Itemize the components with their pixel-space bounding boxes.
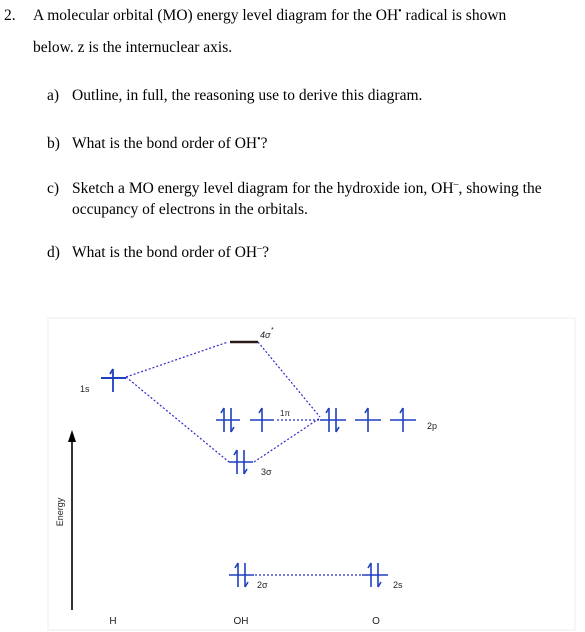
mo-1pi-levels (216, 408, 274, 432)
part-c-line2: occupancy of electrons in the orbitals. (72, 201, 308, 218)
part-b-main: What is the bond order of OH (72, 135, 258, 152)
part-c-label: c) (47, 180, 60, 197)
mo-3sigma-label: 3σ (261, 467, 272, 477)
h1s-to-3sigma-line (126, 377, 229, 462)
part-a-text: Outline, in full, the reasoning use to derive this diagram. (72, 87, 423, 104)
part-d-main: What is the bond order of OH (72, 244, 258, 261)
energy-axis-label: Energy (55, 497, 65, 527)
o-2p-label: 2p (427, 421, 438, 431)
part-d-label: d) (47, 244, 60, 261)
column-label-o: O (372, 616, 380, 627)
3sigma-to-2p-line (254, 418, 320, 462)
part-c-superscript: – (453, 179, 459, 190)
mo-1pi-label: 1π (280, 409, 290, 418)
question-intro-text: A molecular orbital (MO) energy level diagram for the OH (33, 7, 399, 24)
o-2s-level-group (362, 563, 388, 587)
part-c-end: , showing the (458, 180, 542, 197)
mo-4sigma-label: 4σ (260, 330, 271, 340)
mo-2sigma-level-group (229, 563, 254, 587)
h1s-to-4sigma-line (126, 342, 228, 377)
diagram-frame (48, 318, 575, 630)
mo-3sigma-level-group (229, 450, 253, 474)
part-b-label: b) (47, 135, 60, 152)
h-1s-label: 1s (80, 384, 90, 394)
part-d-end: ? (262, 244, 269, 261)
part-d-superscript: – (257, 243, 263, 254)
column-label-h: H (109, 616, 117, 627)
energy-axis-arrowhead (68, 430, 76, 442)
part-c-main: Sketch a MO energy level diagram for the hydroxide ion, OH (72, 180, 454, 197)
o-2s-label: 2s (393, 580, 403, 590)
mo-2sigma-label: 2σ (257, 580, 268, 590)
question-number: 2. (4, 7, 16, 24)
question-intro-end: radical is shown (405, 7, 507, 24)
o-2p-levels (320, 408, 416, 432)
radical-superscript: • (398, 6, 402, 17)
4sigma-to-2p-line (258, 342, 320, 417)
column-label-oh: OH (233, 616, 249, 627)
part-a-label: a) (47, 87, 60, 104)
part-b-end: ? (260, 135, 268, 152)
question-intro-line2: below. z is the internuclear axis. (33, 39, 233, 56)
part-b-superscript: • (257, 134, 261, 145)
mo-4sigma-star-mark: * (271, 327, 274, 334)
